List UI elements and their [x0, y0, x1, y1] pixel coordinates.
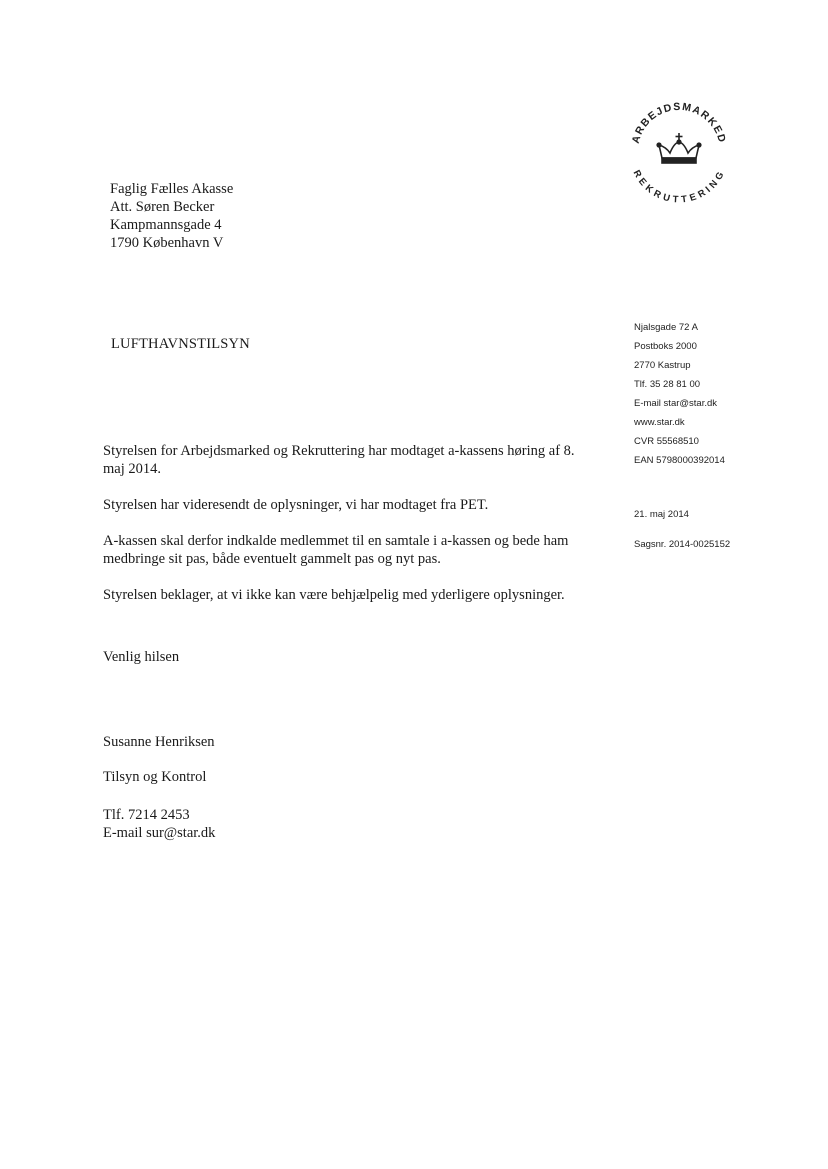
seal-top-text: ARBEJDSMARKED — [629, 100, 729, 145]
seal-bottom-text: REKRUTTERING — [630, 168, 728, 205]
body-paragraph: Styrelsen beklager, at vi ikke kan være behjælpelig med yderligere oplysninger. — [103, 587, 565, 603]
sender-ean: EAN 5798000392014 — [634, 455, 725, 466]
body-paragraph: Styrelsen for Arbejdsmarked og Rekruttering har modtaget a-kassens høring af 8. maj 2014. — [103, 443, 575, 477]
sender-city: 2770 Kastrup — [634, 360, 691, 371]
signer-name: Susanne Henriksen — [103, 734, 215, 750]
recipient-city: 1790 København V — [110, 235, 224, 251]
signer-email: E-mail sur@star.dk — [103, 825, 216, 841]
sender-info — [634, 318, 725, 470]
body-paragraph: A-kassen skal derfor indkalde medlemmet til en samtale i a-kassen og bede ham medbringe sit pas, både eventuelt gammelt pas og nyt pas. — [103, 533, 569, 567]
sender-phone: Tlf. 35 28 81 00 — [634, 379, 701, 390]
signer-contact — [103, 806, 215, 842]
letter-body — [103, 442, 593, 622]
crown-icon — [657, 133, 701, 163]
agency-seal-logo — [624, 95, 734, 205]
sender-street: Njalsgade 72 A — [634, 322, 698, 333]
signer-phone: Tlf. 7214 2453 — [103, 807, 190, 823]
sender-postbox: Postboks 2000 — [634, 341, 697, 352]
recipient-address — [110, 180, 233, 252]
signer-department: Tilsyn og Kontrol — [103, 769, 207, 785]
sender-web: www.star.dk — [634, 417, 685, 428]
closing-greeting: Venlig hilsen — [103, 649, 180, 665]
sender-email: E-mail star@star.dk — [634, 398, 718, 409]
letter-subject: LUFTHAVNSTILSYN — [111, 336, 250, 352]
sender-cvr: CVR 55568510 — [634, 436, 699, 447]
letter-date: 21. maj 2014 — [634, 509, 689, 520]
recipient-name: Faglig Fælles Akasse — [110, 181, 234, 197]
recipient-attention: Att. Søren Becker — [110, 199, 215, 215]
body-paragraph: Styrelsen har videresendt de oplysninger, vi har modtaget fra PET. — [103, 497, 489, 513]
case-number: Sagsnr. 2014-0025152 — [634, 539, 731, 550]
recipient-street: Kampmannsgade 4 — [110, 217, 222, 233]
